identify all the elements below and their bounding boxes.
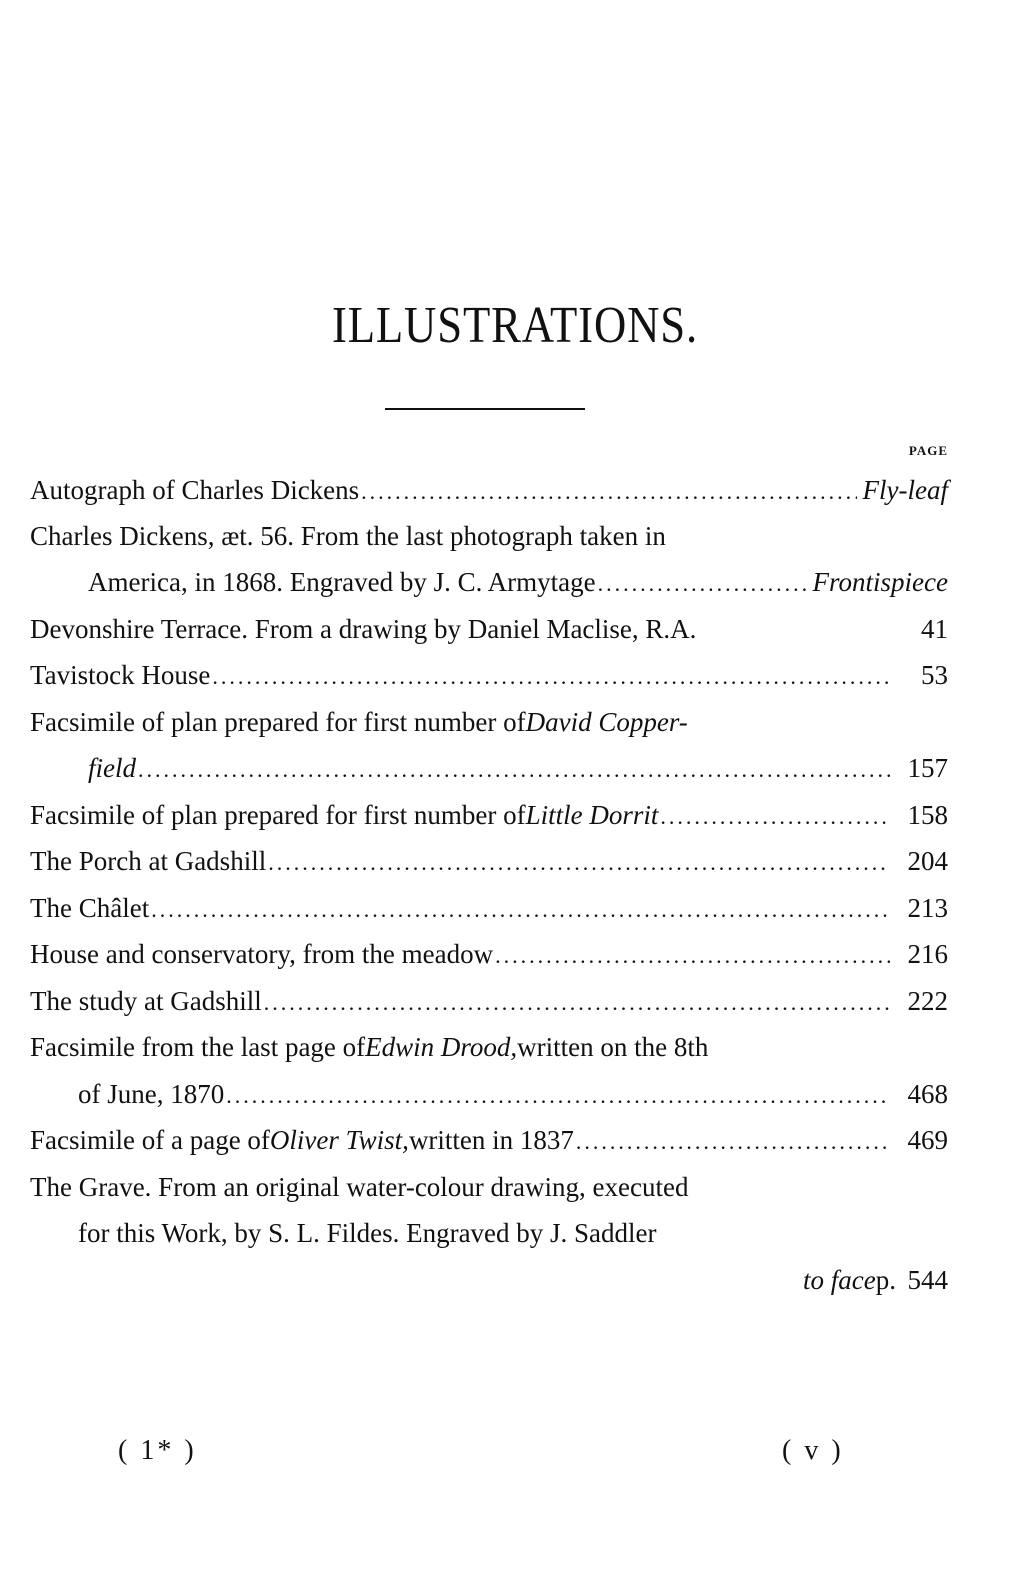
dot-leader <box>598 562 807 606</box>
list-item-twist-facsimile: Facsimile of a page of Oliver Twist, written in 1837 ..... 469 <box>30 1118 948 1162</box>
list-item-drood-facsimile-cont: of June, 1870 ..... 468 <box>78 1072 948 1116</box>
list-item-grave-ref: to face p. 544 <box>30 1258 948 1302</box>
dot-leader <box>495 934 890 978</box>
page-ref: 468 <box>907 1079 948 1109</box>
list-item-drood-facsimile: Facsimile from the last page of Edwin Drood, written on the 8th <box>30 1032 709 1062</box>
list-item-portrait-cont: America, in 1868. Engraved by J. C. Armytage ..... Frontispiece <box>88 560 948 604</box>
list-item-conservatory: House and conservatory, from the meadow ..... 216 <box>30 932 948 976</box>
page-ref: 216 <box>907 939 948 969</box>
dot-leader <box>576 1120 890 1164</box>
dot-leader <box>138 748 890 792</box>
dot-leader <box>361 470 856 514</box>
list-item-study: The study at Gadshill ..... 222 <box>30 979 948 1023</box>
list-item-grave-cont: for this Work, by S. L. Fildes. Engraved by J. Saddler <box>78 1218 657 1248</box>
dot-leader <box>660 795 890 839</box>
page-ref: 204 <box>907 846 948 876</box>
page-ref: 157 <box>907 753 948 783</box>
list-item-porch: The Porch at Gadshill ..... 204 <box>30 839 948 883</box>
page-ref: Frontispiece <box>812 567 948 597</box>
list-item-tavistock-house: Tavistock House ..... 53 <box>30 653 948 697</box>
page-ref: 41 <box>921 614 948 644</box>
page-ref: 544 <box>907 1265 948 1295</box>
dot-leader <box>264 981 890 1025</box>
list-item-grave: The Grave. From an original water-colour drawing, executed <box>30 1172 689 1202</box>
list-item-autograph: Autograph of Charles Dickens ..... Fly-leaf <box>30 468 948 512</box>
list-item-dorrit-plan: Facsimile of plan prepared for first number of Little Dorrit ..... 158 <box>30 793 948 837</box>
title-rule <box>385 408 585 410</box>
page-number: ( v ) <box>782 1435 844 1466</box>
page-ref: 222 <box>907 986 948 1016</box>
signature-mark: ( 1* ) <box>118 1435 197 1466</box>
list-item-portrait: Charles Dickens, æt. 56. From the last photograph taken in <box>30 521 666 551</box>
list-item-copperfield-plan: Facsimile of plan prepared for first number of David Copper- <box>30 707 688 737</box>
dot-leader <box>151 888 890 932</box>
dot-leader <box>212 655 890 699</box>
page-title: ILLUSTRATIONS. <box>331 297 699 354</box>
page-ref: 469 <box>907 1125 948 1155</box>
page-column-header: PAGE <box>908 443 948 458</box>
page-ref: 213 <box>907 893 948 923</box>
list-item-devonshire-terrace: Devonshire Terrace. From a drawing by Daniel Maclise, R.A. 41 <box>30 607 948 651</box>
dot-leader <box>268 841 890 885</box>
page-ref: Fly-leaf <box>862 475 948 505</box>
list-item-copperfield-plan-cont: field ..... 157 <box>88 746 948 790</box>
dot-leader <box>226 1074 890 1118</box>
list-item-chalet: The Châlet ..... 213 <box>30 886 948 930</box>
page-ref: 53 <box>921 660 948 690</box>
page-ref: 158 <box>907 800 948 830</box>
